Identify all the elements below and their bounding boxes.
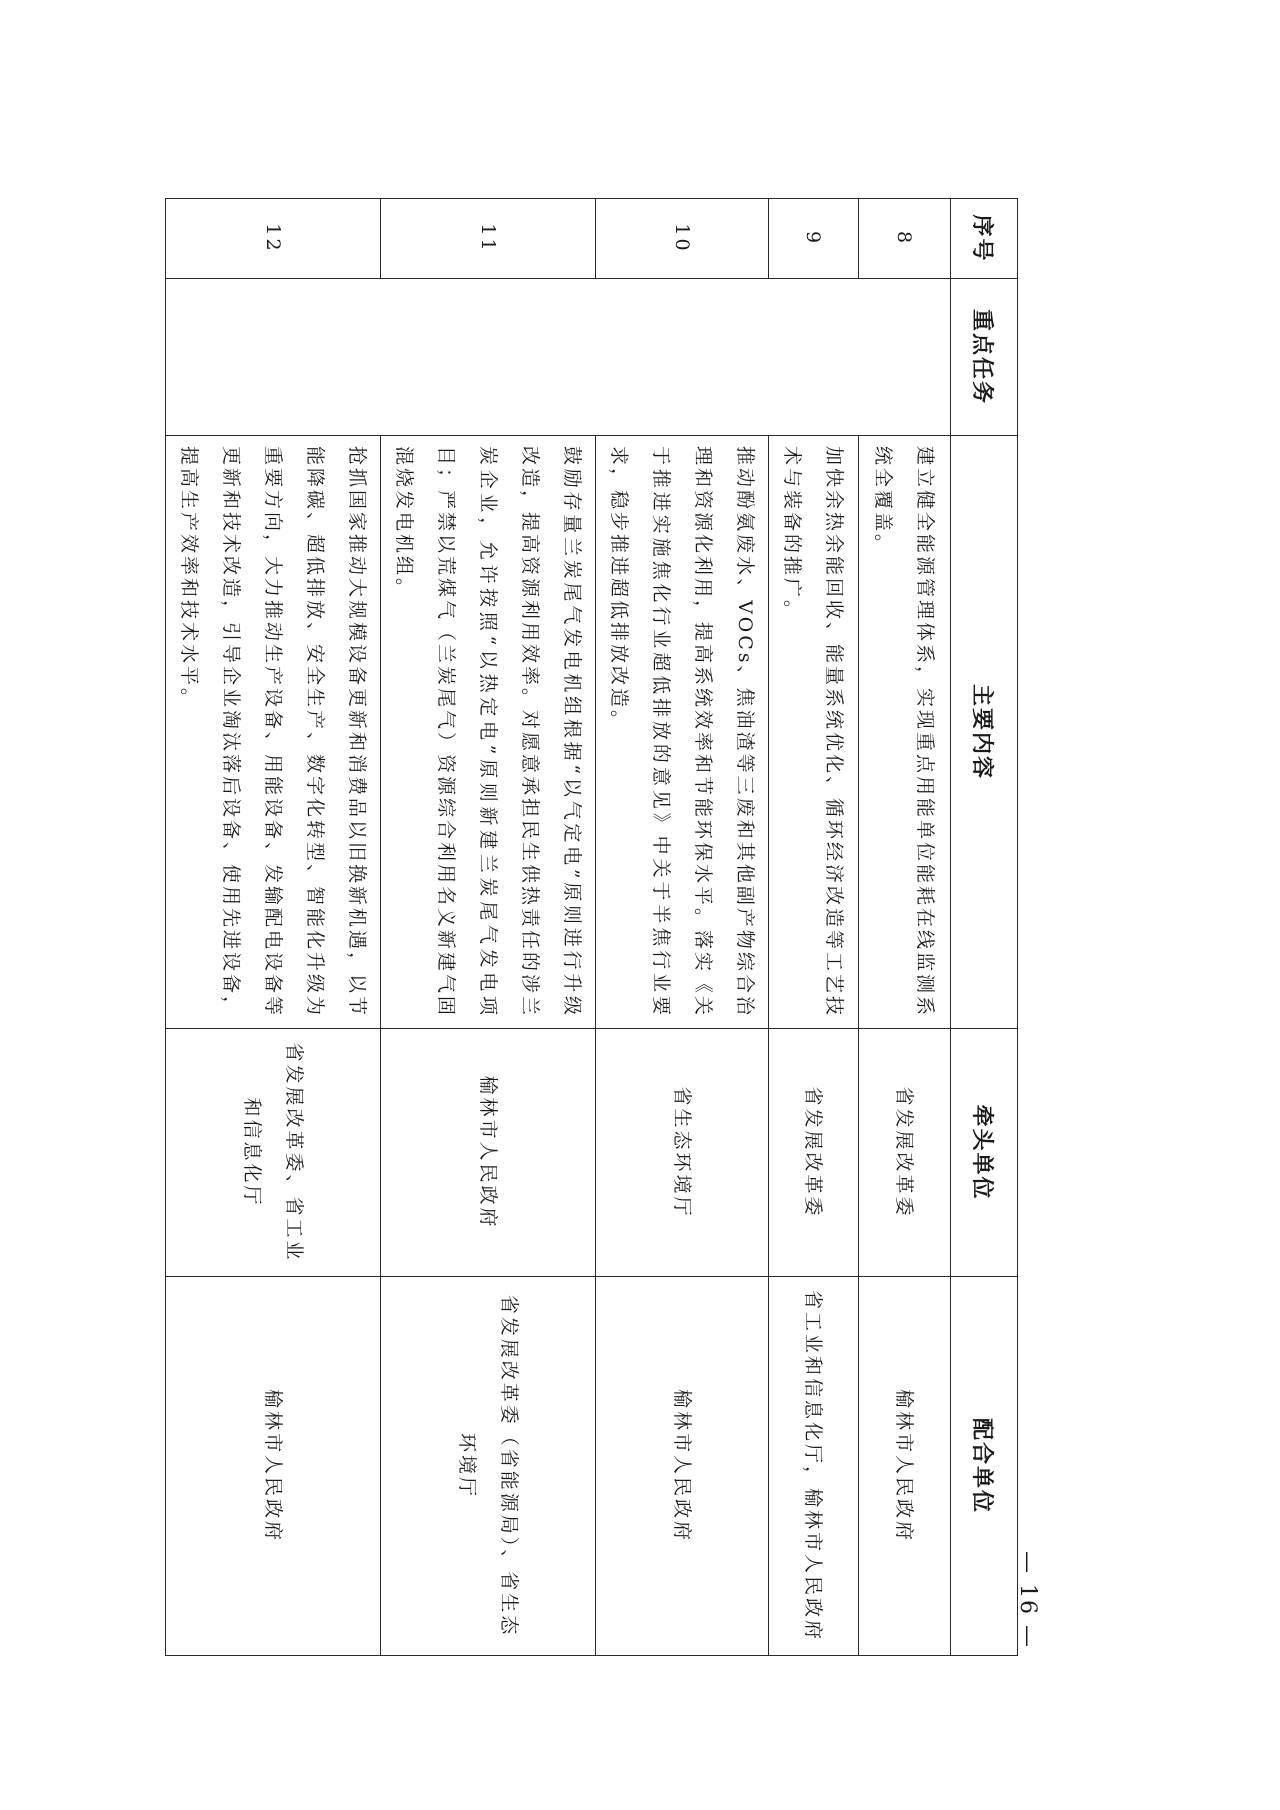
row-content: 鼓励存量兰炭尾气发电机组根据“以气定电”原则进行升级改造，提高资源利用效率。对愿意承担民生供热责任的涉兰炭企业，允许按照“以热定电”原则新建兰炭尾气发电项目；严禁以荒煤气（兰炭尾气）资源综合利用名义新建气固混烧发电机组。 [381, 436, 596, 1029]
row-task [166, 279, 951, 436]
row-content: 抢抓国家推动大规模设备更新和消费品以旧换新机遇，以节能降碳、超低排放、安全生产、数字化转型、智能化升级为重要方向，大力推动生产设备、用能设备、发输配电设备等更新和技术改造，引导企业淘汰落后设备、使用先进设备，提高生产效率和技术水平。 [166, 436, 381, 1029]
row-coop: 省发展改革委（省能源局）、省生态环境厅 [381, 1277, 596, 1656]
row-coop: 榆林市人民政府 [166, 1277, 381, 1656]
row-coop: 榆林市人民政府 [596, 1277, 769, 1656]
page-number: — 16 — [1015, 1551, 1040, 1649]
key-tasks-table [165, 198, 1018, 1656]
header-lead: 牵头单位 [951, 1029, 1018, 1277]
row-content: 加快余热余能回收、能量系统优化、循环经济改造等工艺技术与装备的推广。 [769, 436, 859, 1029]
table-header-row [951, 199, 1018, 1656]
row-no: 11 [381, 199, 596, 279]
row-lead: 省发展改革委 [769, 1029, 859, 1277]
row-content: 建立健全能源管理体系，实现重点用能单位能耗在线监测系统全覆盖。 [859, 436, 951, 1029]
row-lead: 省发展改革委 [859, 1029, 951, 1277]
header-content: 主要内容 [951, 436, 1018, 1029]
row-lead: 省发展改革委、省工业和信息化厅 [166, 1029, 381, 1277]
row-lead: 省生态环境厅 [596, 1029, 769, 1277]
header-task: 重点任务 [951, 279, 1018, 436]
row-coop: 省工业和信息化厅，榆林市人民政府 [769, 1277, 859, 1656]
row-no: 8 [859, 199, 951, 279]
header-coop: 配合单位 [951, 1277, 1018, 1656]
rotated-page-table [178, 198, 1018, 1655]
row-coop: 榆林市人民政府 [859, 1277, 951, 1656]
row-lead: 榆林市人民政府 [381, 1029, 596, 1277]
row-no: 12 [166, 199, 381, 279]
row-no: 10 [596, 199, 769, 279]
row-content: 推动酚氨废水、VOCs、焦油渣等三废和其他副产物综合治理和资源化利用，提高系统效率和节能环保水平。落实《关于推进实施焦化行业超低排放的意见》中关于半焦行业要求，稳步推进超低排放改造。 [596, 436, 769, 1029]
table-row [859, 199, 951, 1656]
header-no: 序号 [951, 199, 1018, 279]
row-no: 9 [769, 199, 859, 279]
